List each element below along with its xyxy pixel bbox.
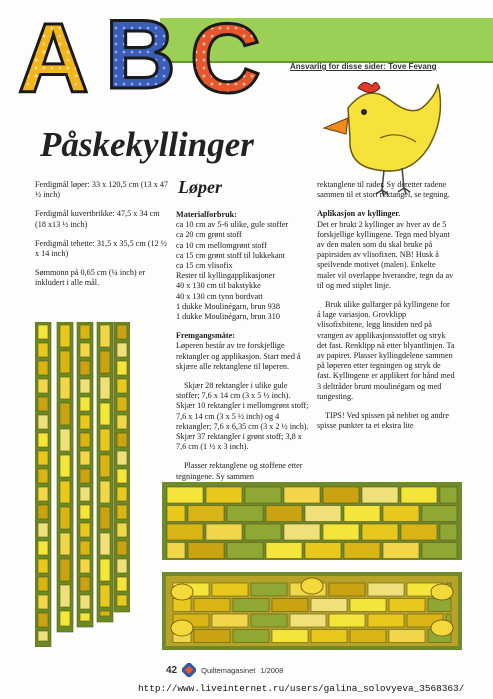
- section-title: Løper: [178, 177, 222, 197]
- runner-brick: [188, 543, 224, 559]
- letter-b: B: [105, 0, 176, 109]
- runner-block: [60, 325, 70, 347]
- runner-brick: [323, 487, 359, 503]
- chick-applique: [171, 584, 193, 600]
- runner-block: [100, 351, 110, 373]
- runner-block: [38, 487, 48, 501]
- runner-brick: [245, 524, 281, 540]
- runner-block: [80, 577, 90, 591]
- runner-block: [38, 559, 48, 573]
- runner-block: [117, 595, 127, 606]
- runner-brick: [167, 506, 185, 522]
- runner-brick: [194, 599, 230, 612]
- runner-block: [117, 415, 127, 429]
- runner-block: [80, 595, 90, 609]
- runner-block: [80, 451, 90, 465]
- runner-brick: [389, 599, 425, 612]
- runner-block: [100, 585, 110, 607]
- procedure-paragraph: Plasser rektanglene og stoffene etter tegningene. Sy sammen: [176, 461, 303, 481]
- runner-brick: [401, 524, 437, 540]
- runner-pieced-diagram: [162, 482, 462, 560]
- runner-brick: [194, 630, 230, 643]
- applique-paragraph: Bruk ulike gulfarger på kyllingene for å lage variasjon. Grovklipp vlisofixbitene, legg linsiden ned på vrangen av applikasjonsstoffet og stryk det fast. Renklipp nå etter blyantlinjen. Ta av papiret. Plasser kyllingdelene sammen på løperen etter tegningen og stryk de fast. Kyllingene er applikert for hånd med 3 deltråder brunt moulinégarn og med tungesting.: [317, 300, 455, 401]
- runner-brick: [362, 487, 398, 503]
- runner-block: [60, 481, 70, 503]
- runner-brick: [401, 487, 437, 503]
- runner-brick: [272, 599, 308, 612]
- dimension-tea-cosy: Ferdigmål tehette: 31,5 x 35,5 cm (12 ½ x 14 inch): [35, 238, 167, 259]
- materials-item: ca 15 cm grønt stoff til lukkekant: [176, 250, 285, 260]
- runner-block: [38, 397, 48, 411]
- runner-block: [38, 613, 48, 627]
- runner-brick: [173, 599, 191, 612]
- runner-brick: [350, 599, 386, 612]
- runner-block: [100, 403, 110, 425]
- runner-block: [80, 505, 90, 519]
- chick-applique: [431, 584, 453, 600]
- runner-brick: [167, 543, 185, 559]
- runner-block: [38, 343, 48, 357]
- materials-item: ca 15 cm vlisofix: [176, 261, 233, 271]
- runner-block: [80, 469, 90, 483]
- letter-a: A: [18, 3, 89, 110]
- runner-block: [117, 559, 127, 573]
- runner-block: [80, 487, 90, 501]
- runner-block: [80, 379, 90, 393]
- runner-brick: [383, 543, 419, 559]
- materials-item: ca 10 cm mellomgrønt stoff: [176, 240, 267, 250]
- runner-brick: [329, 583, 365, 596]
- runner-brick: [440, 487, 457, 503]
- runner-block: [100, 507, 110, 529]
- runner-brick: [227, 543, 263, 559]
- dimension-runner: Ferdigmål løper: 33 x 120,5 cm (13 x 47 ½ inch): [35, 180, 169, 200]
- runner-block: [100, 559, 110, 581]
- runner-block: [117, 577, 127, 591]
- applique-paragraph: Det er brukt 2 kyllinger av hver av de 5 forskjellige kyllingene. Tegn med blyant av den malen som du skal bruke på papirsiden av vlisofixen. NB! Husk å speilvende motivet (malen). Enkelte maler vil overlappe hverandre, tegn da av til og med stiplet linje.: [317, 219, 454, 290]
- runner-block: [100, 611, 110, 616]
- runner-brick: [167, 524, 203, 540]
- runner-block: [38, 505, 48, 519]
- runner-block: [117, 469, 127, 483]
- magazine-name: Quiltemagasinet: [201, 665, 256, 675]
- runner-brick: [422, 543, 457, 559]
- runner-block: [117, 325, 127, 339]
- runner-brick: [368, 583, 404, 596]
- runner-brick: [305, 543, 341, 559]
- materials-item: 40 x 130 cm tynn bordvatt: [176, 291, 263, 301]
- source-url: http://www.liveinternet.ru/users/galina_solovyeva_3568363/: [138, 683, 465, 694]
- materials-item: 1 dukke Moulinégarn, brun 310: [176, 312, 280, 322]
- runner-brick: [266, 543, 302, 559]
- applique-column: [317, 180, 455, 440]
- runner-block: [80, 325, 90, 339]
- runner-brick: [311, 599, 347, 612]
- runner-brick: [266, 506, 302, 522]
- runner-block: [100, 455, 110, 477]
- runner-applique-diagram: [162, 572, 462, 650]
- runner-block: [80, 523, 90, 537]
- runner-block: [60, 585, 70, 607]
- dimension-placemat: Ferdigmål kuvertbrikke: 47,5 x 34 cm (18 x13 ½ inch): [35, 209, 160, 229]
- runner-block: [38, 469, 48, 483]
- runner-block: [38, 415, 48, 429]
- runner-block: [80, 613, 90, 621]
- runner-block: [80, 361, 90, 375]
- materials-column: [176, 210, 311, 491]
- runner-block: [117, 343, 127, 357]
- seam-allowance-note: Sømmonn på 0,65 cm (¼ inch) er inkludert i alle mål.: [35, 268, 146, 288]
- page-footer: [166, 663, 283, 677]
- runner-block: [60, 559, 70, 581]
- runner-block: [117, 541, 127, 555]
- runner-block: [100, 481, 110, 503]
- applique-heading: Aplikasjon av kyllinger.: [317, 209, 401, 219]
- runner-brick: [167, 487, 203, 503]
- runner-brick: [362, 524, 398, 540]
- runner-brick: [233, 630, 269, 643]
- runner-brick: [284, 487, 320, 503]
- runner-block: [117, 361, 127, 375]
- chick-applique: [301, 578, 323, 594]
- runner-block: [60, 507, 70, 529]
- runner-brick: [368, 614, 404, 627]
- runner-block: [60, 533, 70, 555]
- editor-credit: Ansvarlig for disse sider: Tove Fevang: [290, 62, 437, 71]
- runner-brick: [212, 614, 248, 627]
- runner-brick: [305, 506, 341, 522]
- runner-block: [38, 631, 48, 641]
- runner-block: [38, 433, 48, 447]
- runner-block: [38, 325, 48, 339]
- runner-brick: [188, 506, 224, 522]
- runner-block: [80, 397, 90, 411]
- runner-block: [100, 377, 110, 399]
- runner-brick: [212, 583, 248, 596]
- runner-block: [80, 415, 90, 429]
- page-title: Påskekyllinger: [40, 125, 254, 164]
- runner-brick: [440, 524, 457, 540]
- runner-block: [117, 487, 127, 501]
- materials-item: 1 dukke Moulinégarn, brun 938: [176, 301, 280, 311]
- runner-block: [117, 451, 127, 465]
- runner-block: [60, 351, 70, 373]
- runner-block: [38, 577, 48, 591]
- runner-block: [117, 505, 127, 519]
- runner-block: [60, 455, 70, 477]
- runner-brick: [251, 583, 287, 596]
- runner-block: [38, 541, 48, 555]
- runner-block: [38, 451, 48, 465]
- runner-block: [100, 533, 110, 555]
- runner-block: [38, 379, 48, 393]
- runner-brick: [428, 599, 451, 612]
- runner-brick: [383, 506, 419, 522]
- materials-item: ca 20 cm grønt stoff: [176, 230, 242, 240]
- runner-brick: [290, 614, 326, 627]
- runner-block: [100, 429, 110, 451]
- runner-brick: [227, 506, 263, 522]
- runner-block: [38, 361, 48, 375]
- quilt-logo-icon: [182, 663, 196, 677]
- runner-block: [117, 379, 127, 393]
- runner-brick: [389, 630, 425, 643]
- runner-block: [80, 433, 90, 447]
- runner-block: [117, 433, 127, 447]
- chick-applique: [171, 620, 193, 636]
- runner-block: [38, 595, 48, 609]
- runner-brick: [245, 487, 281, 503]
- runner-brick: [344, 506, 380, 522]
- materials-item: ca 10 cm av 5-6 ulike, gule stoffer: [176, 220, 289, 230]
- letter-c: C: [190, 3, 261, 110]
- runner-brick: [251, 614, 287, 627]
- abc-letters-graphic: [0, 0, 290, 110]
- runner-block: [80, 559, 90, 573]
- runner-block: [100, 325, 110, 347]
- runner-brick: [206, 524, 242, 540]
- runner-brick: [323, 524, 359, 540]
- materials-item: 40 x 130 cm til bakstykke: [176, 281, 261, 291]
- runner-brick: [206, 487, 242, 503]
- runner-block: [60, 377, 70, 399]
- runner-vertical-illustration: [35, 322, 130, 647]
- runner-block: [60, 429, 70, 451]
- runner-brick: [329, 614, 365, 627]
- runner-brick: [272, 630, 308, 643]
- materials-heading: Materialforbruk:: [176, 210, 237, 219]
- runner-block: [80, 343, 90, 357]
- procedure-paragraph: Skjær 28 rektangler i ulike gule stoffer; 7,6 x 14 cm (3 x 5 ½ inch). Skjær 10 rektangler i mellomgrønt stoff; 7,6 x 14 cm (3 x 5 ½ inch) og 4 rektangler; 7,6 x 6,35 cm (3 x 2 ½ inch). Skjær 37 rektangler i grønt stoff; 3,8 x 7,6 cm (1 ½ x 3 inch).: [176, 381, 309, 452]
- page-number: 42: [166, 664, 178, 676]
- issue-number: 1/2008: [260, 665, 284, 675]
- runner-block: [80, 541, 90, 555]
- runner-brick: [311, 630, 347, 643]
- materials-item: Rester til kyllingapplikasjoner: [176, 271, 276, 281]
- dimensions-column: [35, 180, 170, 298]
- runner-brick: [422, 506, 457, 522]
- runner-block: [60, 403, 70, 425]
- runner-brick: [344, 543, 380, 559]
- procedure-heading: Fremgangsmåte:: [176, 331, 235, 341]
- chick-applique: [431, 620, 453, 636]
- runner-block: [60, 611, 70, 626]
- runner-brick: [350, 630, 386, 643]
- applique-paragraph: TIPS! Ved spissen på nebbet og andre spisse punkter ta et ekstra lite: [317, 411, 450, 431]
- runner-brick: [284, 524, 320, 540]
- runner-block: [117, 523, 127, 537]
- procedure-paragraph: Løperen består av tre forskjellige rektangler og applikasjon. Start med å skjære alle rektanglene til løperen.: [176, 341, 301, 371]
- runner-block: [117, 397, 127, 411]
- runner-brick: [233, 599, 269, 612]
- continued-paragraph: rektanglene til rader. Sy deretter radene sammen til et stort rektangel, se tegning.: [317, 180, 450, 200]
- runner-block: [38, 523, 48, 537]
